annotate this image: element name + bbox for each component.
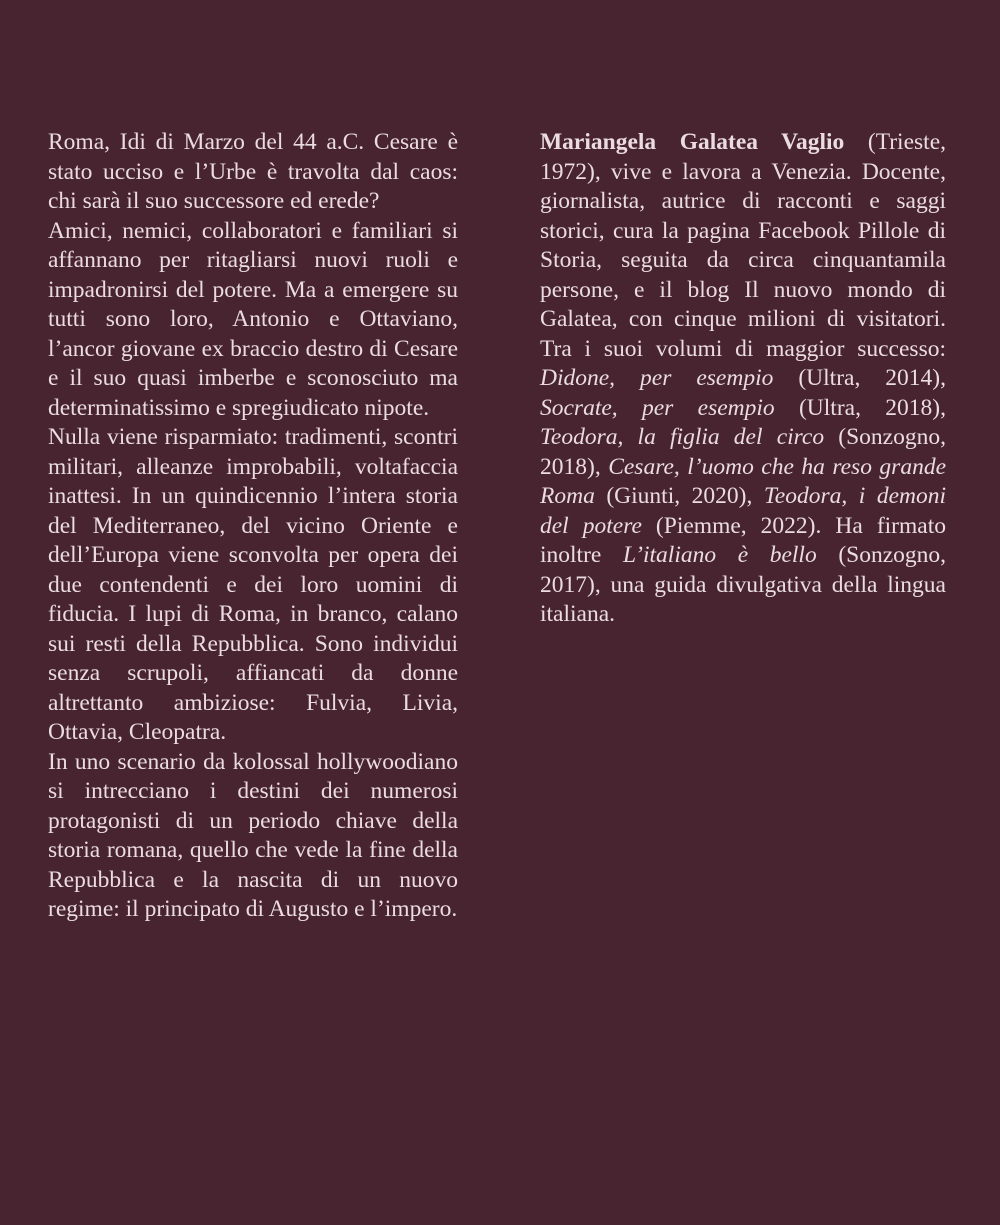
text-segment-regular: (Giunti, 2020), [594, 483, 764, 509]
synopsis-column [48, 128, 458, 925]
text-segment-regular: (Ultra, 2014), [773, 365, 947, 391]
text-segment-italic: Teodora, i demoni del potere [540, 483, 946, 539]
synopsis-paragraph: In uno scenario da kolossal hollywoodiano si intrecciano i destini dei numerosi protagonisti di un periodo chiave della storia romana, quello che vede la fine della Repubblica e la nascita di un nuovo regime: il principato di Augusto e l’impero. [48, 748, 458, 922]
text-segment-italic: Teodora, la figlia del circo [540, 424, 825, 450]
author-bio-column [540, 128, 946, 630]
text-segment-regular: (Trieste, 1972), vive e lavora a Venezia. Docente, giornalista, autrice di racconti e saggi storici, cura la pagina Facebook Pillole di Storia, seguita da circa cinquantamila persone, e il blog Il nuovo mondo di Galatea, con cinque milioni di visitatori. Tra i suoi volumi di maggior successo: [540, 129, 946, 362]
text-segment-italic: Cesare, l’uomo che ha reso grande Roma [540, 453, 946, 509]
author-bio-paragraph [540, 128, 946, 630]
text-segment-regular: (Sonzogno, 2018), [540, 424, 946, 480]
synopsis-paragraph: Roma, Idi di Marzo del 44 a.C. Cesare è stato ucciso e l’Urbe è travolta dal caos: chi sarà il suo successore ed erede? [48, 129, 458, 214]
synopsis-paragraph: Amici, nemici, collaboratori e familiari si affannano per ritagliarsi nuovi ruoli e impadronirsi del potere. Ma a emergere su tutti sono loro, Antonio e Ottaviano, l’ancor giovane ex braccio destro di Cesare e il suo quasi imberbe e sconosciuto ma determinatissimo e spregiudicato nipote. [48, 217, 458, 421]
text-segment-regular: (Ultra, 2018), [774, 394, 946, 421]
text-segment-regular: (Piemme, 2022). Ha firmato inoltre [540, 512, 946, 568]
text-segment-regular: (Sonzogno, 2017), una guida divulgativa della lingua italiana. [540, 542, 947, 627]
text-segment-italic: Socrate, per esempio [540, 394, 775, 421]
text-segment-bold: Mariangela Galatea Vaglio [540, 129, 845, 155]
text-segment-italic: L’italiano è bello [622, 542, 817, 568]
synopsis-paragraph: Nulla viene risparmiato: tradimenti, scontri militari, alleanze improbabili, voltafaccia inattesi. In un quindicennio l’intera storia del Mediterraneo, del vicino Oriente e dell’Europa viene sconvolta per opera dei due contendenti e dei loro uomini di fiducia. I lupi di Roma, in branco, calano sui resti della Repubblica. Sono individui senza scrupoli, affiancati da donne altrettanto ambiziose: Fulvia, Livia, Ottavia, Cleopatra. [48, 424, 458, 745]
text-segment-italic: Didone, per esempio [540, 365, 774, 391]
